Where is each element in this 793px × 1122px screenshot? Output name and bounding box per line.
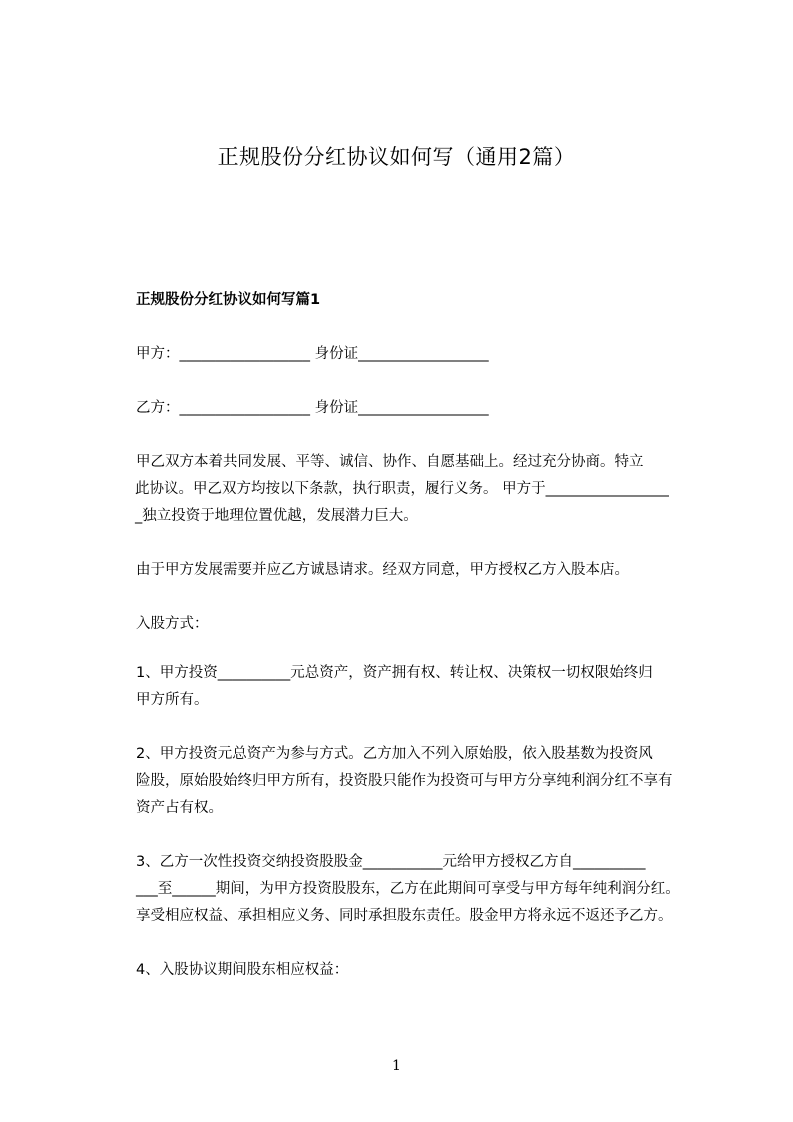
reason-line: 由于甲方发展需要并应乙方诚恳请求。经双方同意，甲方授权乙方入股本店。 [136,562,629,578]
clause-2-line: 险股，原始股始终归甲方所有，投资股只能作为投资可与甲方分享纯利润分红不享有 [136,773,673,789]
section-title: 正规股份分红协议如何写篇1 [136,292,321,308]
clause-4-line: 4、入股协议期间股东相应权益： [136,962,349,978]
page-number: 1 [392,1058,401,1074]
clause-3-line: ___至______期间，为甲方投资股股东，乙方在此期间可享受与甲方每年纯利润分红。 [136,881,680,897]
clause-3-line: 3、乙方一次性投资交纳投资股股金___________元给甲方授权乙方自__________ [136,854,646,870]
method-label: 入股方式： [136,616,209,632]
clause-2-line: 资产占有权。 [136,800,223,816]
clause-3-line: 享受相应权益、承担相应义务、同时承担股东责任。股金甲方将永远不返还予乙方。 [136,908,673,924]
party-b-line: 乙方：__________________ 身份证__________________ [136,400,489,416]
clause-1-line: 甲方所有。 [136,692,209,708]
document-title: 正规股份分红协议如何写（通用2篇） [217,145,576,169]
clause-2-line: 2、甲方投资元总资产为参与方式。乙方加入不列入原始股，依入股基数为投资风 [136,746,653,762]
intro-line: _独立投资于地理位置优越，发展潜力巨大。 [135,508,418,524]
party-a-line: 甲方：__________________ 身份证__________________ [136,346,489,362]
intro-line: 此协议。甲乙双方均按以下条款，执行职责，履行义务。 甲方于_________________ [135,481,669,497]
clause-1-line: 1、甲方投资__________元总资产，资产拥有权、转让权、决策权一切权限始终归 [136,665,653,681]
intro-line: 甲乙双方本着共同发展、平等、诚信、协作、自愿基础上。经过充分协商。特立 [136,454,644,470]
